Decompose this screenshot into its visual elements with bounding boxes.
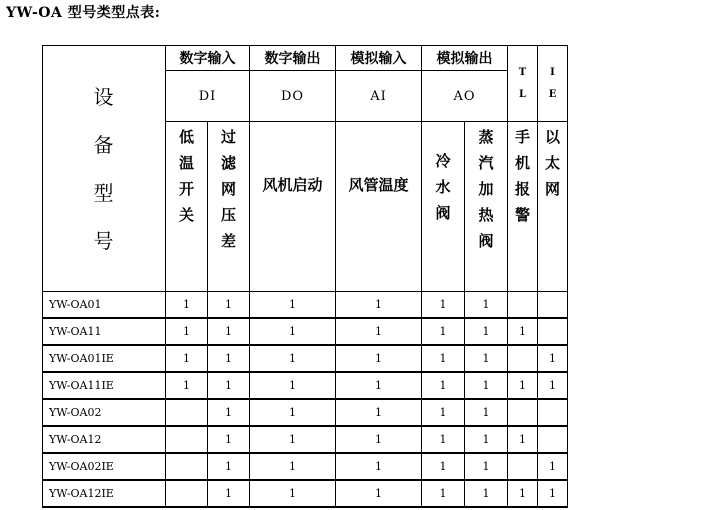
value-cell: 1 — [465, 453, 508, 480]
point-char: 警 — [514, 206, 530, 224]
code-ie-char: I — [550, 66, 555, 78]
table-row — [43, 292, 568, 319]
value-cell: 1 — [465, 426, 508, 453]
model-cell: YW-OA12IE — [43, 480, 166, 507]
code-di: DI — [166, 71, 250, 122]
value-cell: 1 — [465, 480, 508, 507]
value-cell: 1 — [508, 426, 538, 453]
value-cell — [166, 480, 208, 507]
value-cell: 1 — [250, 480, 336, 507]
value-cell: 1 — [166, 318, 208, 345]
model-cell: YW-OA11 — [43, 318, 166, 345]
value-cell — [508, 453, 538, 480]
value-cell: 1 — [422, 318, 465, 345]
value-cell: 1 — [250, 292, 336, 319]
point-char: 热 — [478, 206, 494, 224]
value-cell: 1 — [336, 453, 422, 480]
group-analog-output: 模拟输出 — [422, 46, 508, 71]
value-cell: 1 — [208, 372, 250, 399]
value-cell: 1 — [538, 372, 568, 399]
device-model-header — [43, 46, 166, 292]
point-table — [42, 45, 568, 508]
table-row — [43, 426, 568, 453]
table-row — [43, 372, 568, 399]
value-cell — [508, 345, 538, 372]
point-char: 关 — [178, 206, 194, 224]
value-cell — [538, 399, 568, 426]
point-ethernet — [538, 122, 568, 292]
point-char: 机 — [514, 154, 530, 172]
value-cell: 1 — [336, 345, 422, 372]
code-tl — [508, 46, 538, 122]
value-cell: 1 — [538, 453, 568, 480]
point-duct-temperature: 风管温度 — [336, 122, 422, 292]
model-cell: YW-OA11IE — [43, 372, 166, 399]
point-low-temp-switch — [166, 122, 208, 292]
point-char: 太 — [544, 154, 560, 172]
point-char: 低 — [178, 128, 194, 146]
value-cell: 1 — [508, 318, 538, 345]
value-cell: 1 — [250, 372, 336, 399]
table-row — [43, 318, 568, 345]
value-cell — [508, 292, 538, 319]
code-ie-char: E — [548, 88, 557, 100]
value-cell: 1 — [208, 318, 250, 345]
value-cell: 1 — [422, 480, 465, 507]
point-char: 蒸 — [478, 128, 494, 146]
point-char: 温 — [178, 154, 194, 172]
value-cell — [166, 399, 208, 426]
code-do: DO — [250, 71, 336, 122]
point-char: 过 — [220, 128, 236, 146]
value-cell — [538, 426, 568, 453]
point-char: 压 — [220, 206, 236, 224]
group-analog-input: 模拟输入 — [336, 46, 422, 71]
value-cell: 1 — [465, 292, 508, 319]
point-steam-heating-valve — [465, 122, 508, 292]
value-cell: 1 — [336, 480, 422, 507]
value-cell: 1 — [422, 292, 465, 319]
value-cell: 1 — [250, 453, 336, 480]
point-char: 冷 — [435, 152, 451, 170]
value-cell: 1 — [250, 318, 336, 345]
value-cell: 1 — [465, 318, 508, 345]
table-row — [43, 399, 568, 426]
value-cell: 1 — [250, 399, 336, 426]
value-cell: 1 — [336, 399, 422, 426]
model-cell: YW-OA02 — [43, 399, 166, 426]
value-cell: 1 — [465, 399, 508, 426]
table-row — [43, 345, 568, 372]
point-char: 手 — [514, 128, 530, 146]
value-cell: 1 — [336, 292, 422, 319]
point-char: 差 — [220, 232, 236, 250]
code-ie — [538, 46, 568, 122]
value-cell: 1 — [422, 426, 465, 453]
value-cell: 1 — [465, 372, 508, 399]
value-cell: 1 — [465, 345, 508, 372]
point-char: 加 — [478, 180, 494, 198]
value-cell — [166, 426, 208, 453]
page-title: YW-OA 型号类型点表: — [6, 5, 161, 21]
value-cell: 1 — [208, 399, 250, 426]
value-cell: 1 — [538, 345, 568, 372]
point-cold-water-valve — [422, 122, 465, 292]
model-cell: YW-OA02IE — [43, 453, 166, 480]
value-cell: 1 — [508, 480, 538, 507]
value-cell: 1 — [208, 292, 250, 319]
point-char: 水 — [435, 178, 451, 196]
model-cell: YW-OA01IE — [43, 345, 166, 372]
code-tl-char: T — [518, 66, 527, 78]
value-cell: 1 — [336, 426, 422, 453]
value-cell: 1 — [166, 292, 208, 319]
point-char: 阀 — [478, 232, 494, 250]
point-char: 开 — [178, 180, 194, 198]
point-char: 阀 — [435, 204, 451, 222]
device-model-header-char: 型 — [93, 180, 115, 205]
point-char: 网 — [220, 180, 236, 198]
device-model-header-char: 备 — [93, 132, 115, 157]
device-model-header-char: 设 — [93, 84, 115, 109]
value-cell: 1 — [208, 426, 250, 453]
value-cell — [538, 318, 568, 345]
point-phone-alarm — [508, 122, 538, 292]
code-tl-char: L — [518, 88, 527, 100]
point-filter-diff-pressure — [208, 122, 250, 292]
value-cell: 1 — [250, 426, 336, 453]
group-digital-input: 数字输入 — [166, 46, 250, 71]
value-cell: 1 — [508, 372, 538, 399]
table-row — [43, 453, 568, 480]
point-fan-start: 风机启动 — [250, 122, 336, 292]
value-cell: 1 — [336, 372, 422, 399]
value-cell: 1 — [250, 345, 336, 372]
point-char: 网 — [544, 180, 560, 198]
value-cell: 1 — [422, 372, 465, 399]
value-cell — [508, 399, 538, 426]
device-model-header-char: 号 — [93, 228, 115, 253]
value-cell: 1 — [208, 345, 250, 372]
code-ao: AO — [422, 71, 508, 122]
value-cell: 1 — [166, 372, 208, 399]
point-char: 汽 — [478, 154, 494, 172]
value-cell — [538, 292, 568, 319]
point-char: 滤 — [220, 154, 236, 172]
code-ai: AI — [336, 71, 422, 122]
value-cell: 1 — [208, 453, 250, 480]
model-cell: YW-OA01 — [43, 292, 166, 319]
value-cell: 1 — [336, 318, 422, 345]
group-digital-output: 数字输出 — [250, 46, 336, 71]
table-row — [43, 480, 568, 507]
value-cell — [166, 453, 208, 480]
value-cell: 1 — [422, 399, 465, 426]
value-cell: 1 — [538, 480, 568, 507]
value-cell: 1 — [166, 345, 208, 372]
point-char: 以 — [544, 128, 560, 146]
value-cell: 1 — [208, 480, 250, 507]
model-cell: YW-OA12 — [43, 426, 166, 453]
value-cell: 1 — [422, 345, 465, 372]
value-cell: 1 — [422, 453, 465, 480]
point-char: 报 — [514, 180, 530, 198]
